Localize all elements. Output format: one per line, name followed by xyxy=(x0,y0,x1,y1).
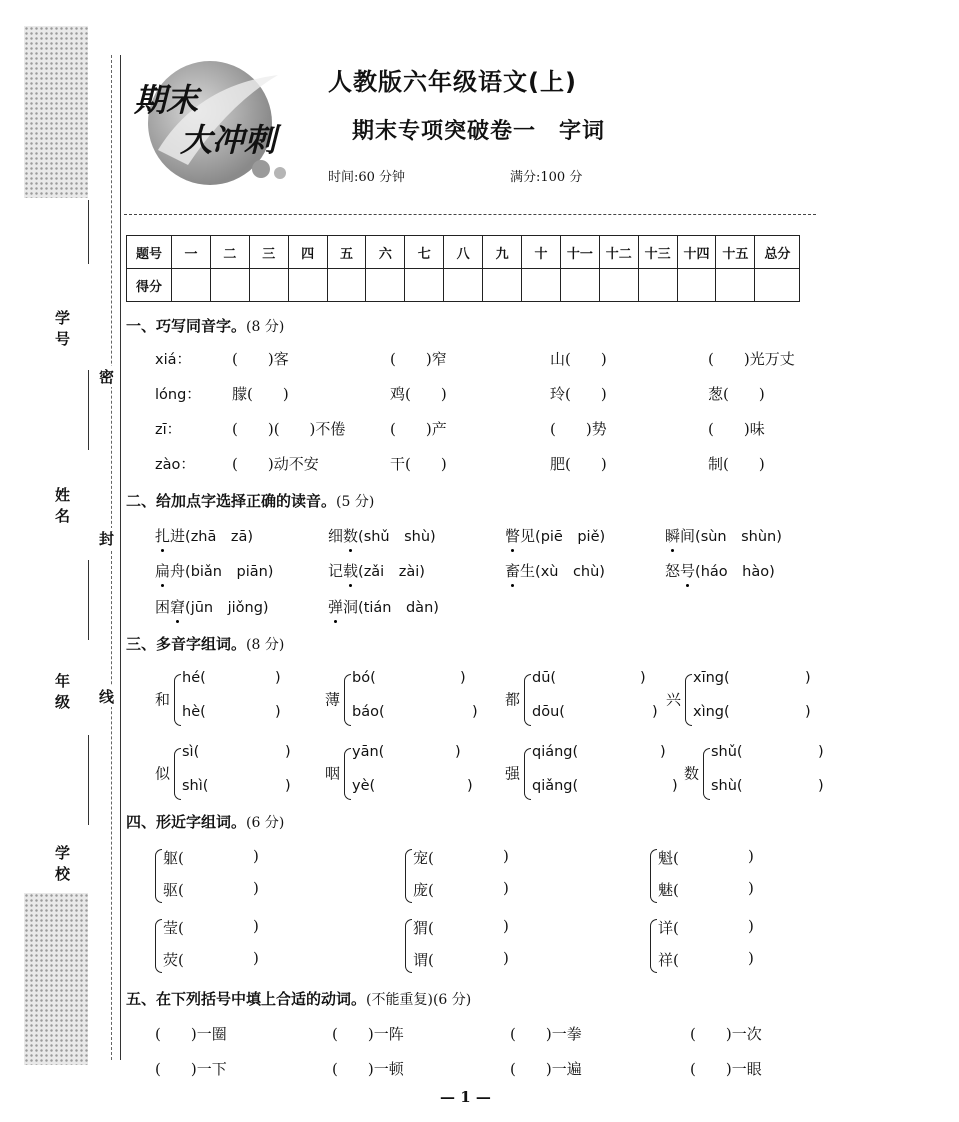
word-char-a: 困 xyxy=(155,598,171,616)
brace-icon xyxy=(524,674,531,726)
section-4-heading: 四、形近字组词。 xyxy=(126,813,247,831)
verb-blank[interactable]: ( )一拳 xyxy=(510,1025,582,1043)
binding-pattern-bottom xyxy=(24,893,88,1065)
verb-blank[interactable]: ( )一遍 xyxy=(510,1060,582,1078)
score-header-cell: 四 xyxy=(288,236,327,269)
section-5-title xyxy=(126,988,471,1009)
close-paren: ) xyxy=(660,744,666,760)
word-char-b: 号 xyxy=(680,562,696,580)
polyphone-reading-a[interactable]: shǔ( xyxy=(711,744,743,760)
section-2-heading: 二、给加点字选择正确的读音。 xyxy=(126,492,337,510)
polyphone-char: 咽 xyxy=(325,764,341,783)
pronunciation-item[interactable] xyxy=(155,525,253,546)
word-char-b: 见 xyxy=(520,527,536,545)
similar-char-a[interactable]: 魁( xyxy=(658,849,679,867)
brace-icon xyxy=(155,849,162,903)
similar-char-b[interactable]: 谓( xyxy=(413,951,434,969)
close-paren: ) xyxy=(805,670,811,686)
pinyin-options: (zhā zā) xyxy=(185,529,254,545)
binding-line-3 xyxy=(88,560,89,640)
verb-blank[interactable]: ( )一下 xyxy=(155,1060,227,1078)
pinyin-options: (zǎi zài) xyxy=(358,564,425,580)
section-1-points: (8 分) xyxy=(246,319,285,335)
close-paren: ) xyxy=(253,879,259,897)
close-paren: ) xyxy=(455,744,461,760)
verb-blank[interactable]: ( )一阵 xyxy=(332,1025,404,1043)
score-input-cell[interactable] xyxy=(444,269,483,302)
score-input-cell[interactable] xyxy=(716,269,755,302)
binding-line-4 xyxy=(88,735,89,825)
homophone-blank[interactable]: 鸡( ) xyxy=(390,385,447,403)
brace-icon xyxy=(155,919,162,973)
similar-char-pair xyxy=(155,845,270,905)
word-char-b: 间 xyxy=(680,527,696,545)
close-paren: ) xyxy=(748,949,754,967)
score-input-cell[interactable] xyxy=(210,269,249,302)
pinyin-options: (jūn jiǒng) xyxy=(185,600,269,616)
close-paren: ) xyxy=(467,778,473,794)
field-name: 姓名 xyxy=(53,487,71,529)
word-char-b: 数 xyxy=(343,527,359,545)
polyphone-reading-b[interactable]: yè( xyxy=(352,778,376,794)
close-paren: ) xyxy=(748,917,754,935)
word-char-a: 瞬 xyxy=(665,527,681,545)
similar-char-b[interactable]: 魅( xyxy=(658,881,679,899)
binding-line-1 xyxy=(88,200,89,264)
section-5-points: (不能重复)(6 分) xyxy=(366,992,472,1008)
section-2-title xyxy=(126,490,374,511)
score-header-cell: 六 xyxy=(366,236,405,269)
homophone-blank[interactable]: 葱( ) xyxy=(708,385,765,403)
score-input-cell[interactable] xyxy=(483,269,522,302)
polyphone-group xyxy=(666,668,815,730)
homophone-pinyin: zào： xyxy=(155,457,195,473)
score-header-cell: 十四 xyxy=(677,236,716,269)
homophone-blank[interactable]: ( )光万丈 xyxy=(708,350,795,368)
brace-icon xyxy=(174,748,181,800)
pronunciation-item[interactable] xyxy=(155,596,269,617)
score-header-cell: 题号 xyxy=(127,236,172,269)
close-paren: ) xyxy=(460,670,466,686)
close-paren: ) xyxy=(253,917,259,935)
seal-char-xian: 线 xyxy=(99,688,115,706)
pronunciation-item[interactable] xyxy=(665,525,782,546)
score-header-cell: 一 xyxy=(172,236,211,269)
brace-icon xyxy=(344,748,351,800)
homophone-blank[interactable]: ( )势 xyxy=(550,420,607,438)
close-paren: ) xyxy=(503,879,509,897)
brace-icon xyxy=(650,849,657,903)
polyphone-group xyxy=(505,668,658,730)
homophone-blank[interactable]: 肥( ) xyxy=(550,455,607,473)
close-paren: ) xyxy=(285,778,291,794)
score-header-cell: 十五 xyxy=(716,236,755,269)
brace-icon xyxy=(405,919,412,973)
word-char-a: 瞥 xyxy=(505,527,521,545)
word-char-a: 弹 xyxy=(328,598,344,616)
score-input-cell[interactable] xyxy=(288,269,327,302)
score-table xyxy=(126,235,800,302)
score-table-score-row xyxy=(127,269,800,302)
homophone-pinyin: xiá： xyxy=(155,352,191,368)
pinyin-options: (háo hào) xyxy=(695,564,775,580)
verb-blank[interactable]: ( )一顿 xyxy=(332,1060,404,1078)
score-input-cell[interactable] xyxy=(405,269,444,302)
field-school: 学校 xyxy=(53,845,71,887)
dashed-cut-line xyxy=(111,55,112,1060)
pronunciation-item[interactable] xyxy=(328,525,436,546)
section-1-heading: 一、巧写同音字。 xyxy=(126,317,247,335)
score-header-cell: 十二 xyxy=(599,236,638,269)
page-subtitle: 期末专项突破卷一 字词 xyxy=(352,118,606,144)
word-char-b: 进 xyxy=(170,527,186,545)
section-5-heading: 五、在下列括号中填上合适的动词。 xyxy=(126,990,367,1008)
homophone-blank[interactable]: 玲( ) xyxy=(550,385,607,403)
brace-icon xyxy=(703,748,710,800)
pronunciation-item[interactable] xyxy=(665,560,775,581)
polyphone-reading-a[interactable]: sì( xyxy=(182,744,200,760)
verb-blank[interactable]: ( )一圈 xyxy=(155,1025,227,1043)
word-char-a: 细 xyxy=(328,527,344,545)
word-char-b: 载 xyxy=(343,562,359,580)
polyphone-group xyxy=(684,742,828,804)
homophone-pinyin: zī： xyxy=(155,422,182,438)
similar-char-b[interactable]: 祥( xyxy=(658,951,679,969)
similar-char-pair xyxy=(405,845,520,905)
pronunciation-item[interactable] xyxy=(328,560,425,581)
homophone-blank[interactable]: 朦( ) xyxy=(232,385,289,403)
close-paren: ) xyxy=(748,879,754,897)
seal-char-mi: 密 xyxy=(99,368,115,386)
homophone-blank[interactable]: ( )动不安 xyxy=(232,455,319,473)
pronunciation-item[interactable] xyxy=(328,596,439,617)
close-paren: ) xyxy=(640,670,646,686)
similar-char-b[interactable]: 驱( xyxy=(163,881,184,899)
full-score: 满分:100 分 xyxy=(510,170,583,185)
similar-char-a[interactable]: 猬( xyxy=(413,919,434,937)
polyphone-reading-a[interactable]: hé( xyxy=(182,670,206,686)
score-header-cell: 二 xyxy=(210,236,249,269)
section-3-title xyxy=(126,633,284,654)
polyphone-char: 强 xyxy=(505,764,521,783)
close-paren: ) xyxy=(472,704,478,720)
score-input-cell[interactable] xyxy=(327,269,366,302)
similar-char-a[interactable]: 躯( xyxy=(163,849,184,867)
score-row-label: 得分 xyxy=(127,269,172,302)
similar-char-pair xyxy=(650,915,765,975)
brace-icon xyxy=(650,919,657,973)
polyphone-reading-a[interactable]: xīng( xyxy=(693,670,730,686)
score-input-cell[interactable] xyxy=(599,269,638,302)
verb-blank[interactable]: ( )一眼 xyxy=(690,1060,762,1078)
logo-text-line1: 期末 xyxy=(134,81,199,119)
field-student-id: 学号 xyxy=(53,310,71,352)
polyphone-group xyxy=(325,742,473,804)
brace-icon xyxy=(344,674,351,726)
polyphone-char: 数 xyxy=(684,764,700,783)
score-input-cell[interactable] xyxy=(560,269,599,302)
close-paren: ) xyxy=(818,778,824,794)
page-title: 人教版六年级语文(上) xyxy=(328,68,577,96)
close-paren: ) xyxy=(253,949,259,967)
polyphone-group xyxy=(155,742,295,804)
polyphone-reading-b[interactable]: báo( xyxy=(352,704,385,720)
pronunciation-item[interactable] xyxy=(505,560,605,581)
word-char-a: 扎 xyxy=(155,527,171,545)
score-header-cell: 七 xyxy=(405,236,444,269)
polyphone-group xyxy=(325,668,478,730)
polyphone-group xyxy=(155,668,285,730)
polyphone-char: 似 xyxy=(155,764,171,783)
score-header-cell: 九 xyxy=(483,236,522,269)
polyphone-reading-a[interactable]: qiáng( xyxy=(532,744,579,760)
similar-char-a[interactable]: 莹( xyxy=(163,919,184,937)
homophone-blank[interactable]: 制( ) xyxy=(708,455,765,473)
score-header-cell: 总分 xyxy=(755,236,800,269)
brace-icon xyxy=(174,674,181,726)
field-grade: 年级 xyxy=(53,673,71,715)
polyphone-reading-a[interactable]: bó( xyxy=(352,670,376,686)
brace-icon xyxy=(405,849,412,903)
word-char-b: 窘 xyxy=(170,598,186,616)
solid-margin-line xyxy=(120,55,121,1060)
polyphone-reading-b[interactable]: hè( xyxy=(182,704,206,720)
similar-char-pair xyxy=(155,915,270,975)
word-char-a: 记 xyxy=(328,562,344,580)
polyphone-reading-b[interactable]: qiǎng( xyxy=(532,778,579,794)
polyphone-reading-a[interactable]: yān( xyxy=(352,744,385,760)
score-header-cell: 十 xyxy=(522,236,561,269)
word-char-b: 生 xyxy=(520,562,536,580)
pinyin-options: (tián dàn) xyxy=(358,600,439,616)
close-paren: ) xyxy=(805,704,811,720)
close-paren: ) xyxy=(503,949,509,967)
polyphone-reading-b[interactable]: dōu( xyxy=(532,704,565,720)
score-input-cell[interactable] xyxy=(249,269,288,302)
score-input-cell[interactable] xyxy=(522,269,561,302)
brace-icon xyxy=(685,674,692,726)
score-input-cell[interactable] xyxy=(638,269,677,302)
pinyin-options: (biǎn piān) xyxy=(185,564,274,580)
polyphone-reading-b[interactable]: shù( xyxy=(711,778,743,794)
time-limit: 时间:60 分钟 xyxy=(328,170,406,185)
homophone-blank[interactable]: 干( ) xyxy=(390,455,447,473)
score-header-cell: 十一 xyxy=(560,236,599,269)
brace-icon xyxy=(524,748,531,800)
score-input-cell[interactable] xyxy=(172,269,211,302)
section-4-points: (6 分) xyxy=(246,815,285,831)
homophone-blank[interactable]: ( )客 xyxy=(232,350,289,368)
binding-pattern-top xyxy=(24,26,88,198)
word-char-b: 洞 xyxy=(343,598,359,616)
homophone-blank[interactable]: ( )味 xyxy=(708,420,765,438)
close-paren: ) xyxy=(672,778,678,794)
score-input-cell[interactable] xyxy=(366,269,405,302)
close-paren: ) xyxy=(275,670,281,686)
score-input-cell[interactable] xyxy=(755,269,800,302)
close-paren: ) xyxy=(503,847,509,865)
close-paren: ) xyxy=(818,744,824,760)
close-paren: ) xyxy=(652,704,658,720)
close-paren: ) xyxy=(748,847,754,865)
word-char-a: 畜 xyxy=(505,562,521,580)
polyphone-char: 都 xyxy=(505,690,521,709)
polyphone-reading-b[interactable]: shì( xyxy=(182,778,209,794)
pronunciation-item[interactable] xyxy=(505,525,605,546)
section-3-points: (8 分) xyxy=(246,637,285,653)
polyphone-reading-b[interactable]: xìng( xyxy=(693,704,730,720)
header-divider xyxy=(124,214,816,215)
word-char-b: 舟 xyxy=(170,562,186,580)
homophone-blank[interactable]: ( )窄 xyxy=(390,350,447,368)
polyphone-reading-a[interactable]: dū( xyxy=(532,670,557,686)
section-1-title xyxy=(126,315,284,336)
binding-line-2 xyxy=(88,370,89,450)
homophone-blank[interactable]: 山( ) xyxy=(550,350,607,368)
section-2-points: (5 分) xyxy=(336,494,375,510)
pinyin-options: (sùn shùn) xyxy=(695,529,782,545)
word-char-a: 怒 xyxy=(665,562,681,580)
polyphone-group xyxy=(505,742,678,804)
section-3-heading: 三、多音字组词。 xyxy=(126,635,247,653)
close-paren: ) xyxy=(275,704,281,720)
pronunciation-item[interactable] xyxy=(155,560,273,581)
logo xyxy=(128,55,308,195)
seal-char-feng: 封 xyxy=(99,530,115,548)
homophone-blank[interactable]: ( )( )不倦 xyxy=(232,420,346,438)
similar-char-a[interactable]: 详( xyxy=(658,919,679,937)
polyphone-char: 薄 xyxy=(325,690,341,709)
homophone-blank[interactable]: ( )产 xyxy=(390,420,447,438)
similar-char-a[interactable]: 宠( xyxy=(413,849,434,867)
page-number: — 1 — xyxy=(440,1088,491,1106)
score-header-cell: 十三 xyxy=(638,236,677,269)
close-paren: ) xyxy=(285,744,291,760)
similar-char-b[interactable]: 荧( xyxy=(163,951,184,969)
similar-char-pair xyxy=(650,845,765,905)
score-header-cell: 八 xyxy=(444,236,483,269)
homophone-pinyin: lóng： xyxy=(155,387,201,403)
verb-blank[interactable]: ( )一次 xyxy=(690,1025,762,1043)
logo-text-line2: 大冲刺 xyxy=(180,121,277,159)
score-input-cell[interactable] xyxy=(677,269,716,302)
similar-char-pair xyxy=(405,915,520,975)
polyphone-char: 兴 xyxy=(666,690,682,709)
score-header-cell: 五 xyxy=(327,236,366,269)
polyphone-char: 和 xyxy=(155,690,171,709)
close-paren: ) xyxy=(253,847,259,865)
pinyin-options: (piē piě) xyxy=(535,529,606,545)
score-table-header-row xyxy=(127,236,800,269)
score-header-cell: 三 xyxy=(249,236,288,269)
word-char-a: 扁 xyxy=(155,562,171,580)
close-paren: ) xyxy=(503,917,509,935)
pinyin-options: (shǔ shù) xyxy=(358,529,436,545)
similar-char-b[interactable]: 庞( xyxy=(413,881,434,899)
pinyin-options: (xù chù) xyxy=(535,564,605,580)
section-4-title xyxy=(126,811,284,832)
